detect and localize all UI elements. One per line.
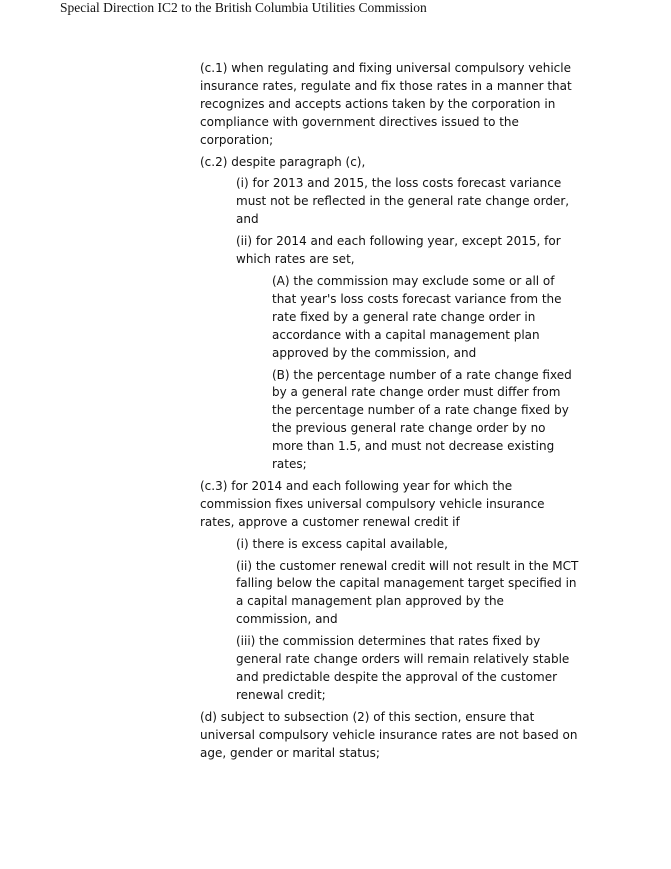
subparagraph-c2-i: (i) for 2013 and 2015, the loss costs forecast variance must not be reflected in the general rate change order, and xyxy=(236,176,570,227)
clause-c2-ii-a: (A) the commission may exclude some or all of that year's loss costs forecast variance from the rate fixed by a general rate change order in accordance with a capital management plan approved by the commission, and xyxy=(272,273,562,360)
paragraph-c2: (c.2) despite paragraph (c), xyxy=(200,154,366,169)
direction-text xyxy=(200,60,580,767)
subparagraph-c3-iii: (iii) the commission determines that rates fixed by general rate change orders will remain relatively stable and predictable despite the approval of the customer renewal credit; xyxy=(236,634,570,702)
clause-c2-ii-b: (B) the percentage number of a rate change fixed by a general rate change order must differ from the percentage number of a rate change fixed by the previous general rate change order by no more than 1.5, and must not decrease existing rates; xyxy=(272,367,572,472)
paragraph-c3: (c.3) for 2014 and each following year for which the commission fixes universal compulsory vehicle insurance rates, approve a customer renewal credit if xyxy=(200,478,545,529)
page-header: Special Direction IC2 to the British Columbia Utilities Commission xyxy=(60,0,427,15)
subparagraph-c3-i: (i) there is excess capital available, xyxy=(236,536,448,551)
subparagraph-c3-ii: (ii) the customer renewal credit will not result in the MCT falling below the capital management target specified in a capital management plan approved by the commission, and xyxy=(236,558,579,627)
subparagraph-c2-ii: (ii) for 2014 and each following year, except 2015, for which rates are set, xyxy=(236,234,561,267)
paragraph-c1: (c.1) when regulating and fixing universal compulsory vehicle insurance rates, regulate and fix those rates in a manner that recognizes and accepts actions taken by the corporation in compliance with government directives issued to the corporation; xyxy=(200,61,572,147)
paragraph-d: (d) subject to subsection (2) of this section, ensure that universal compulsory vehicle insurance rates are not based on age, gender or marital status; xyxy=(200,709,578,760)
